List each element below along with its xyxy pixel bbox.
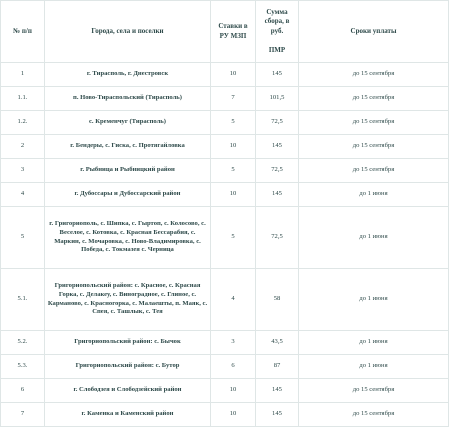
cell-rate: 7 (211, 87, 256, 111)
cell-city: Григориопольский район: с. Бычок (45, 331, 211, 355)
cell-rate: 4 (211, 269, 256, 331)
header-sum-line1: Сумма сбора, в руб. (264, 7, 290, 35)
cell-deadline: до 1 июня (299, 355, 449, 379)
table-row (1, 207, 449, 269)
cell-deadline: до 15 сентября (299, 63, 449, 87)
cell-rate: 5 (211, 207, 256, 269)
cell-city: Григориопольский район: с. Бутор (45, 355, 211, 379)
cell-city: г. Дубоссары и Дубоссарский район (45, 183, 211, 207)
cell-num: 1.2. (1, 111, 45, 135)
cell-rate: 10 (211, 183, 256, 207)
cell-deadline: до 1 июня (299, 183, 449, 207)
table-row (1, 355, 449, 379)
table-row (1, 269, 449, 331)
cell-num: 1 (1, 63, 45, 87)
cell-num: 7 (1, 403, 45, 427)
table-row (1, 159, 449, 183)
cell-rate: 10 (211, 379, 256, 403)
cell-num: 5.1. (1, 269, 45, 331)
cell-deadline: до 1 июня (299, 331, 449, 355)
cell-rate: 3 (211, 331, 256, 355)
cell-num: 5 (1, 207, 45, 269)
table-row (1, 379, 449, 403)
table-row (1, 63, 449, 87)
cell-deadline: до 15 сентября (299, 403, 449, 427)
cell-deadline: до 1 июня (299, 269, 449, 331)
cell-sum: 101,5 (256, 87, 299, 111)
cell-city: с. Кременчуг (Тирасполь) (45, 111, 211, 135)
cell-rate: 10 (211, 135, 256, 159)
cell-city: г. Слободзея и Слободзейский район (45, 379, 211, 403)
cell-num: 5.3. (1, 355, 45, 379)
cell-city: г. Каменка и Каменский район (45, 403, 211, 427)
cell-city: г. Рыбница и Рыбницкий район (45, 159, 211, 183)
cell-rate: 5 (211, 159, 256, 183)
cell-deadline: до 15 сентября (299, 111, 449, 135)
header-rate: Ставки в РУ МЗП (211, 1, 256, 63)
cell-sum: 145 (256, 403, 299, 427)
cell-deadline: до 15 сентября (299, 135, 449, 159)
cell-sum: 43,5 (256, 331, 299, 355)
header-sum-line2: ПМР (268, 45, 286, 54)
cell-num: 1.1. (1, 87, 45, 111)
cell-city: г. Бендеры, с. Гиска, с. Протягайловка (45, 135, 211, 159)
header-sum (256, 1, 299, 63)
cell-city: п. Ново-Тираспольский (Тирасполь) (45, 87, 211, 111)
cell-sum: 145 (256, 135, 299, 159)
cell-rate: 6 (211, 355, 256, 379)
cell-sum: 145 (256, 63, 299, 87)
cell-city: г. Григориополь, с. Шипка, с. Гыртоп, с. Колосово, с. Веселое, с. Котовка, с. Красная Бессарабия, с. Маркин, с. Мочаровка, с. Ново-Владимировка, с. Победа, с. Токмазея с. Черница (45, 207, 211, 269)
cell-sum: 87 (256, 355, 299, 379)
cell-deadline: до 15 сентября (299, 159, 449, 183)
header-deadline: Сроки уплаты (299, 1, 449, 63)
cell-sum: 145 (256, 183, 299, 207)
cell-num: 3 (1, 159, 45, 183)
table-row (1, 403, 449, 427)
cell-deadline: до 15 сентября (299, 87, 449, 111)
cell-sum: 72,5 (256, 159, 299, 183)
table-row (1, 87, 449, 111)
cell-sum: 72,5 (256, 111, 299, 135)
cell-num: 2 (1, 135, 45, 159)
table-row (1, 331, 449, 355)
cell-num: 4 (1, 183, 45, 207)
cell-deadline: до 1 июня (299, 207, 449, 269)
cell-rate: 10 (211, 403, 256, 427)
cell-sum: 72,5 (256, 207, 299, 269)
table-row (1, 135, 449, 159)
header-city: Города, села и поселки (45, 1, 211, 63)
cell-rate: 10 (211, 63, 256, 87)
cell-rate: 5 (211, 111, 256, 135)
cell-num: 6 (1, 379, 45, 403)
cell-city: г. Тирасполь, г. Днестровск (45, 63, 211, 87)
cell-sum: 145 (256, 379, 299, 403)
table-row (1, 111, 449, 135)
cell-city: Григориопольский район: с. Красное, с. Красная Горка, с. Делакеу, с. Виноградное, с. Глиное, с. Карманово, с. Красногорка, с. Малаешты, п. Маяк, с. Спея, с. Ташлык, с. Тея (45, 269, 211, 331)
header-num: № п/п (1, 1, 45, 63)
cell-deadline: до 15 сентября (299, 379, 449, 403)
table-row (1, 183, 449, 207)
cell-sum: 58 (256, 269, 299, 331)
table-header-row (1, 1, 449, 63)
cell-num: 5.2. (1, 331, 45, 355)
